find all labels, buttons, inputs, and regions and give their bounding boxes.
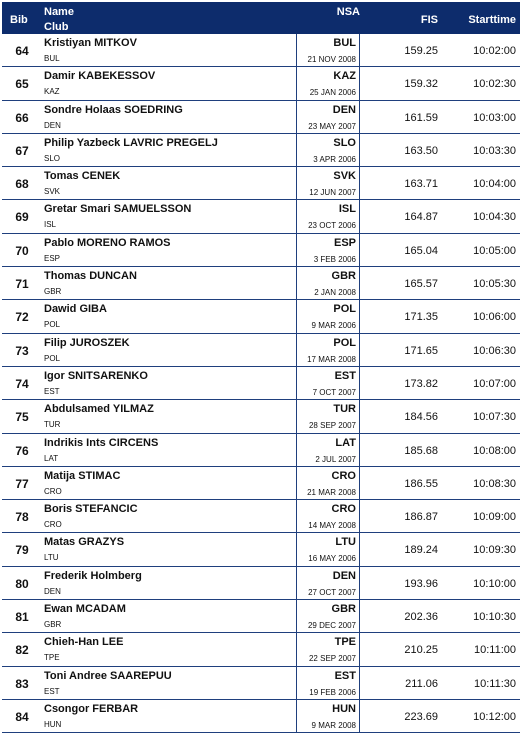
athlete-club: SVK [44,187,61,197]
start-time: 10:08:30 [473,477,516,490]
birth-date: 7 OCT 2007 [312,387,356,397]
fis-points: 159.32 [404,78,438,91]
athlete-club: LAT [44,453,59,463]
fis-points: 184.56 [404,411,438,424]
nsa-code: BUL [333,37,356,49]
table-row [2,500,520,533]
start-time: 10:03:30 [473,144,516,157]
start-time: 10:02:00 [473,45,516,57]
start-time: 10:06:30 [473,344,516,357]
fis-points: 171.65 [404,344,438,357]
athlete-club: EST [44,386,60,396]
nsa-cell [296,267,360,299]
bib-number: 68 [15,177,29,192]
nsa-code: ESP [333,236,356,249]
start-time: 10:02:30 [473,78,516,91]
nsa-code: GBR [331,270,356,283]
bib-number: 80 [15,576,29,591]
table-row [2,101,520,134]
athlete-club: BUL [44,54,60,63]
nsa-cell [296,600,360,632]
athlete-name: Csongor FERBAR [44,702,139,715]
athlete-club: HUN [44,719,62,729]
table-row [2,633,520,666]
table-row [2,700,520,733]
nsa-cell [296,67,360,99]
birth-date: 25 JAN 2006 [309,88,356,98]
bib-number: 82 [15,643,29,658]
fis-points: 189.24 [404,544,438,557]
nsa-code: ISL [338,203,356,216]
athlete-name: Kristiyan MITKOV [44,37,137,49]
header-starttime: Starttime [468,14,516,26]
athlete-club: TUR [44,420,61,430]
start-list [2,2,520,733]
start-time: 10:07:00 [473,377,516,390]
nsa-code: HUN [332,702,356,715]
fis-points: 210.25 [404,644,438,657]
header-bib: Bib [10,14,28,26]
birth-date: 29 DEC 2007 [307,621,356,631]
athlete-name: Sondre Holaas SOEDRING [44,103,183,116]
birth-date: 14 MAY 2008 [308,521,356,531]
start-time: 10:11:30 [473,677,516,690]
nsa-cell [296,533,360,565]
bib-number: 72 [15,310,29,325]
nsa-cell [296,667,360,699]
fis-points: 202.36 [404,611,438,624]
athlete-club: DEN [44,120,61,130]
athlete-club: GBR [44,287,62,297]
nsa-code: DEN [332,103,356,116]
table-row [2,467,520,500]
nsa-code: POL [333,303,356,316]
nsa-cell [296,300,360,332]
nsa-cell [296,633,360,665]
nsa-cell [296,34,360,66]
nsa-cell [296,367,360,399]
birth-date: 2 JUL 2007 [315,454,356,464]
header-name: Name [44,6,74,18]
nsa-cell [296,700,360,732]
athlete-name: Matas GRAZYS [44,536,125,549]
athlete-club: DEN [44,586,61,596]
table-row [2,567,520,600]
nsa-code: GBR [331,603,356,616]
table-body [2,34,520,733]
bib-number: 70 [15,243,29,258]
nsa-cell [296,167,360,199]
fis-points: 193.96 [404,577,438,590]
athlete-club: POL [44,353,61,363]
bib-number: 65 [15,77,29,92]
nsa-cell [296,567,360,599]
fis-points: 211.06 [405,677,438,690]
athlete-name: Tomas CENEK [44,170,121,183]
athlete-name: Toni Andree SAAREPUU [44,669,172,682]
birth-date: 23 OCT 2006 [308,221,356,231]
table-row [2,533,520,566]
nsa-code: LTU [335,536,356,549]
bib-number: 69 [15,210,29,225]
table-row [2,267,520,300]
table-row [2,134,520,167]
fis-points: 165.57 [404,278,438,291]
nsa-cell [296,101,360,133]
bib-number: 75 [15,410,29,425]
athlete-name: Thomas DUNCAN [44,270,137,283]
athlete-club: ISL [44,220,57,230]
nsa-code: KAZ [333,70,356,83]
athlete-club: SLO [44,153,61,163]
athlete-club: CRO [44,520,62,530]
start-time: 10:04:00 [473,178,516,191]
start-time: 10:08:00 [473,444,516,457]
birth-date: 28 SEP 2007 [308,421,356,431]
start-time: 10:04:30 [473,211,516,224]
bib-number: 84 [15,709,29,724]
fis-points: 159.25 [404,45,438,57]
nsa-code: DEN [332,569,356,582]
fis-points: 163.71 [404,178,438,191]
bib-number: 76 [15,443,29,458]
athlete-name: Matija STIMAC [44,469,121,482]
nsa-code: LAT [335,436,356,449]
athlete-name: Dawid GIBA [44,303,107,316]
athlete-club: GBR [44,620,62,630]
athlete-name: Philip Yazbeck LAVRIC PREGELJ [44,136,218,149]
bib-number: 64 [15,44,29,58]
athlete-club: LTU [44,553,59,563]
athlete-name: Ewan MCADAM [44,603,126,616]
bib-number: 66 [15,110,29,125]
birth-date: 23 MAY 2007 [308,121,356,131]
birth-date: 22 SEP 2007 [308,654,356,664]
birth-date: 21 MAR 2008 [307,487,356,497]
bib-number: 77 [15,476,29,491]
nsa-code: POL [333,336,356,349]
birth-date: 3 APR 2006 [313,154,356,164]
athlete-club: EST [44,686,60,696]
table-row [2,300,520,333]
start-time: 10:07:30 [473,411,516,424]
athlete-name: Damir KABEKESSOV [44,70,156,83]
fis-points: 173.82 [404,377,438,390]
bib-number: 73 [15,343,29,358]
athlete-name: Igor SNITSARENKO [44,369,148,382]
start-time: 10:03:00 [473,111,516,124]
fis-points: 186.87 [404,511,438,524]
nsa-code: SVK [333,170,356,183]
bib-number: 71 [15,277,29,292]
athlete-name: Gretar Smari SAMUELSSON [44,203,192,216]
athlete-name: Abdulsamed YILMAZ [44,403,154,416]
fis-points: 165.04 [404,244,438,257]
fis-points: 171.35 [404,311,438,324]
birth-date: 2 JAN 2008 [314,288,356,298]
start-time: 10:05:30 [473,278,516,291]
table-row [2,67,520,100]
athlete-name: Pablo MORENO RAMOS [44,236,171,249]
nsa-cell [296,334,360,366]
table-row [2,200,520,233]
nsa-cell [296,234,360,266]
fis-points: 161.59 [404,111,438,124]
start-time: 10:06:00 [473,311,516,324]
header-fis: FIS [420,14,438,26]
athlete-name: Frederik Holmberg [44,569,142,582]
nsa-code: SLO [333,136,356,149]
athlete-name: Filip JUROSZEK [44,336,130,349]
nsa-cell [296,200,360,232]
fis-points: 164.87 [404,211,438,224]
nsa-code: TUR [333,403,356,416]
nsa-code: TPE [334,636,356,649]
birth-date: 27 OCT 2007 [308,587,356,597]
nsa-code: EST [334,669,356,682]
birth-date: 21 NOV 2008 [307,55,356,64]
nsa-cell [296,434,360,466]
nsa-cell [296,500,360,532]
start-time: 10:05:00 [473,244,516,257]
start-time: 10:12:00 [473,710,516,723]
bib-number: 67 [15,143,29,158]
birth-date: 9 MAR 2006 [311,321,356,331]
athlete-name: Boris STEFANCIC [44,503,138,516]
athlete-club: CRO [44,486,62,496]
birth-date: 17 MAR 2008 [307,354,356,364]
header-nsa: NSA [336,6,360,18]
fis-points: 223.69 [404,710,438,723]
birth-date: 9 MAR 2008 [311,720,356,730]
athlete-club: ESP [44,253,61,263]
birth-date: 12 JUN 2007 [309,188,356,198]
bib-number: 78 [15,510,29,525]
nsa-code: CRO [331,503,356,516]
table-row [2,34,520,67]
athlete-club: TPE [44,653,60,663]
table-row [2,434,520,467]
bib-number: 83 [15,676,29,691]
fis-points: 185.68 [404,444,438,457]
start-time: 10:11:00 [473,644,516,657]
nsa-cell [296,400,360,432]
athlete-club: POL [44,320,61,330]
birth-date: 3 FEB 2006 [313,254,356,264]
fis-points: 186.55 [404,477,438,490]
nsa-cell [296,467,360,499]
bib-number: 81 [15,610,29,625]
table-row [2,234,520,267]
start-time: 10:09:30 [473,544,516,557]
nsa-cell [296,134,360,166]
header-club: Club [44,21,69,33]
fis-points: 163.50 [404,144,438,157]
athlete-name: Chieh-Han LEE [44,636,124,649]
table-header [2,2,520,34]
table-row [2,600,520,633]
birth-date: 16 MAY 2006 [308,554,356,564]
birth-date: 19 FEB 2006 [309,687,356,697]
nsa-code: EST [334,369,356,382]
start-time: 10:09:00 [473,511,516,524]
table-row [2,667,520,700]
athlete-name: Indrikis Ints CIRCENS [44,436,159,449]
nsa-code: CRO [331,469,356,482]
table-row [2,367,520,400]
bib-number: 74 [15,376,29,391]
bib-number: 79 [15,543,29,558]
table-row [2,167,520,200]
table-row [2,334,520,367]
table-row [2,400,520,433]
start-time: 10:10:00 [473,577,516,590]
start-time: 10:10:30 [473,611,516,624]
athlete-club: KAZ [44,87,60,97]
